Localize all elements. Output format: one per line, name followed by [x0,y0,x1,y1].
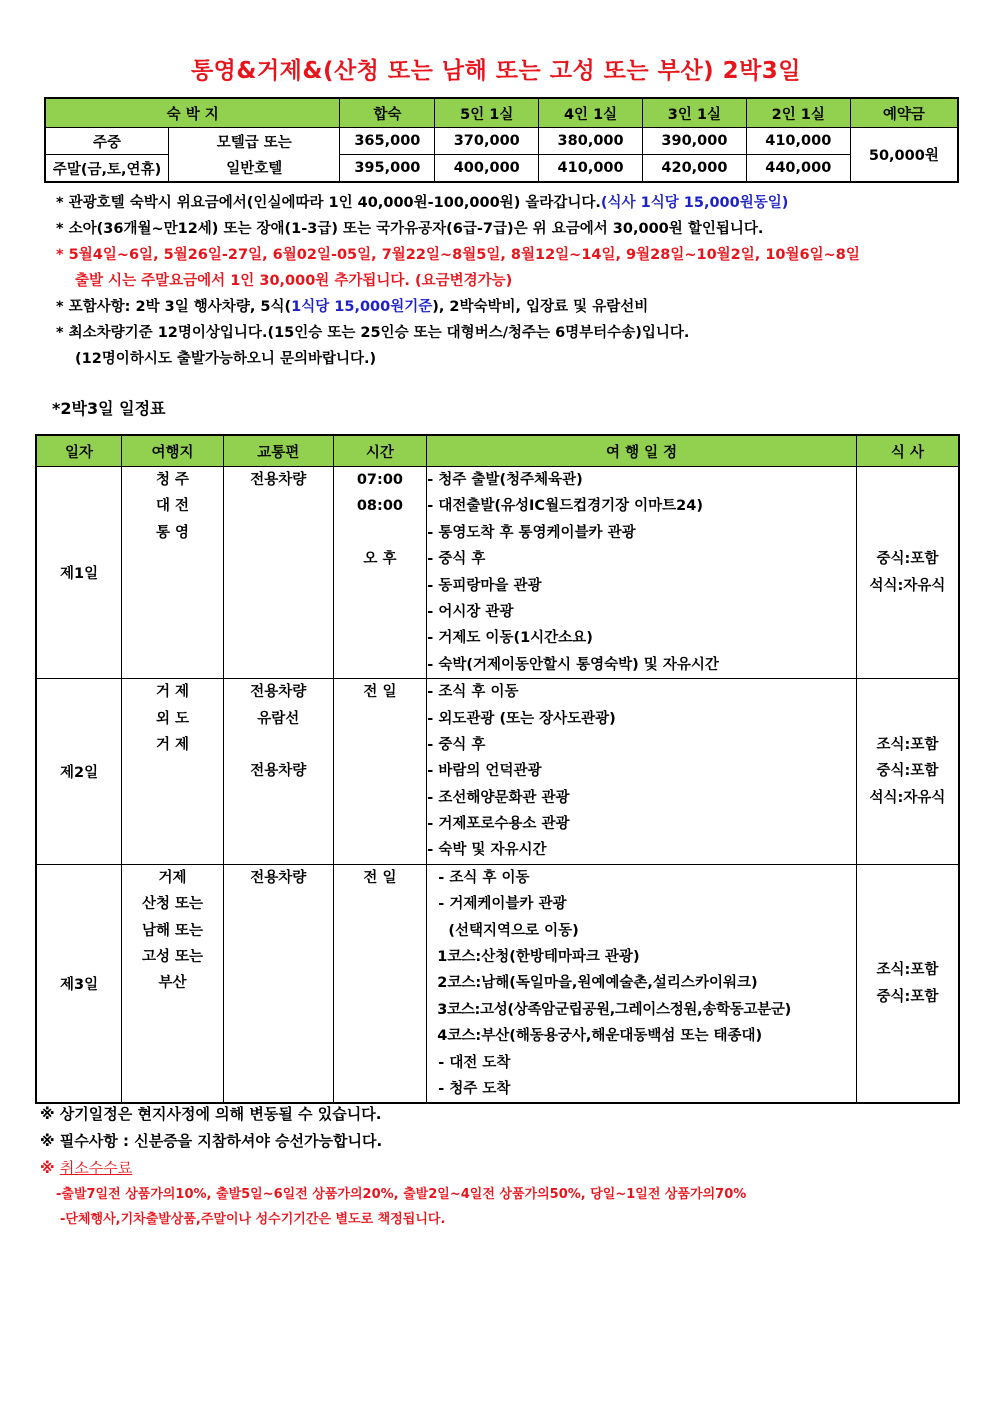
itinerary-line: 1코스:산청(한방테마파크 관광) [437,949,640,966]
note-text: * 포함사항: 2박 3일 행사차량, 5식( [56,299,292,315]
transport [224,732,333,758]
day-label: 제1일 [36,467,122,679]
price-header: 5인 1실 [435,98,539,128]
price-header-deposit: 예약금 [850,98,958,128]
place: 청 주 [155,472,189,488]
place: 부산 [158,975,187,992]
place: 거 제 [155,736,189,753]
price-header: 4인 1실 [539,98,643,128]
transport: 전용차량 [250,763,307,780]
note-text-blue: 1식당 15,000원기준 [291,299,433,315]
price-cell: 365,000 [340,128,435,155]
itinerary-line: - 동피랑마을 관광 [427,577,542,594]
transport-cell [223,679,333,865]
schedule-table [35,434,960,1104]
footer-line: ※ 상기일정은 현지사정에 의해 변동될 수 있습니다. [40,1105,382,1123]
itinerary-cell [427,679,857,865]
page-title: 통영&거제&(산청 또는 남해 또는 고성 또는 부산) 2박3일 [190,58,802,84]
price-row-type: 일반호텔 [169,155,340,183]
reference-mark: ※ [40,1159,60,1177]
footer-notes [40,1101,960,1232]
note-text: ), 2박숙박비, 입장료 및 유람선비 [432,299,649,315]
price-row-label: 주말(금,토,연휴) [45,155,169,183]
schedule-day-row [36,679,959,865]
schedule-header: 일자 [36,435,122,467]
price-notes [56,190,966,372]
cancel-fee-line: -출발7일전 상품가의10%, 출발5일~6일전 상품가의20%, 출발2일~4일전 상품가의50%, 당일~1일전 상품가의70% [56,1187,747,1202]
itinerary-line: - 청주 출발(청주체육관) [427,472,583,488]
itinerary-cell [427,864,857,1103]
footer-line: ※ 필수사항 : 신분증을 지참하셔야 승선가능합니다. [40,1132,383,1150]
cancel-fee-heading: 취소수수료 [59,1159,133,1177]
price-cell: 370,000 [435,128,539,155]
meal-cell [856,679,959,865]
price-header-lodging: 숙 박 지 [45,98,340,128]
note-line-red: * 5월4일~6일, 5월26일-27일, 6월02일-05일, 7월22일~8월5일, 8월12일~14일, 9월28일~10월2일, 10월6일~8일 [56,247,860,263]
note-line-red: 출발 시는 주말요금에서 1인 30,000원 추가됩니다. (요금변경가능) [75,273,513,289]
transport: 전용차량 [250,869,307,886]
itinerary-line: - 거제도 이동(1시간소요) [427,630,593,647]
price-cell: 410,000 [746,128,850,155]
places-cell [122,467,224,679]
schedule-day-row [36,467,959,679]
deposit-cell: 50,000원 [850,128,958,183]
place: 거 제 [155,684,189,701]
itinerary-line: - 외도관광 (또는 장사도관광) [427,710,616,727]
time: 08:00 [356,498,403,515]
itinerary-line: - 거제케이블카 관광 [438,896,567,913]
schedule-title: *2박3일 일정표 [52,399,166,418]
schedule-header: 시간 [333,435,427,467]
itinerary-line: - 통영도착 후 통영케이블카 관광 [427,524,636,541]
schedule-header: 여행지 [122,435,224,467]
note-text: * 관광호텔 숙박시 위요금에서(인실에따라 1인 40,000원-100,000원) 올라갑니다. [56,195,601,211]
price-cell: 410,000 [539,155,643,183]
itinerary-line: - 바람의 언덕관광 [427,763,542,780]
meal: 중식:포함 [876,763,939,780]
place: 산청 또는 [141,896,204,913]
itinerary-line: 3코스:고성(상족암군립공원,그레이스정원,송학동고분군) [437,1001,791,1018]
day-label: 제2일 [36,679,122,865]
price-cell: 395,000 [340,155,435,183]
schedule-header-row [36,435,959,467]
place: 거제 [158,869,187,886]
price-header: 3인 1실 [643,98,747,128]
price-row [45,128,958,155]
places-cell [122,679,224,865]
time: 07:00 [356,472,403,488]
price-cell: 440,000 [746,155,850,183]
day-label: 제3일 [36,864,122,1103]
price-table [44,97,959,183]
price-cell: 390,000 [643,128,747,155]
price-row-type: 모텔급 또는 [169,128,340,155]
transport: 전용차량 [250,472,307,488]
itinerary-line: - 숙박 및 자유시간 [427,842,547,859]
itinerary-line: - 중식 후 [427,736,486,753]
meal-cell [856,864,959,1103]
meal: 중식:포함 [876,551,939,568]
itinerary-line: - 대전출발(유성IC월드컵경기장 이마트24) [427,498,703,515]
meal: 중식:포함 [876,988,939,1005]
transport: 전용차량 [250,684,307,701]
place: 대 전 [155,498,189,515]
meal: 석식:자유식 [869,577,946,594]
place: 남해 또는 [141,922,204,939]
meal: 조식:포함 [876,962,939,979]
itinerary-line: (선택지역으로 이동) [438,922,579,939]
itinerary-cell [427,467,857,679]
schedule-header: 여 행 일 정 [427,435,857,467]
price-row-label: 주중 [45,128,169,155]
time-cell [333,864,427,1103]
note-line [56,190,966,216]
meal: 석식:자유식 [869,789,946,806]
itinerary-line: - 중식 후 [427,551,486,568]
note-line: * 소아(36개월~만12세) 또는 장애(1-3급) 또는 국가유공자(6급-7급)은 위 요금에서 30,000원 할인됩니다. [56,221,764,237]
schedule-header: 식 사 [856,435,959,467]
schedule-day-row [36,864,959,1103]
itinerary-line: - 조식 후 이동 [427,684,519,701]
footer-line-cancel [40,1155,960,1182]
itinerary-line: 4코스:부산(해동용궁사,해운대동백섬 또는 태종대) [437,1028,763,1045]
price-cell: 400,000 [435,155,539,183]
transport: 유람선 [257,710,300,727]
transport-cell [223,864,333,1103]
itinerary-line: - 어시장 관광 [427,603,514,620]
itinerary-line: - 거제포로수용소 관광 [427,816,570,833]
transport-cell [223,467,333,679]
price-row [45,155,958,183]
price-cell: 380,000 [539,128,643,155]
itinerary-line: - 대전 도착 [438,1054,511,1071]
time: 전 일 [363,684,397,701]
meal: 조식:포함 [876,736,939,753]
itinerary-line: - 조선해양문화관 관광 [427,789,570,806]
price-cell: 420,000 [643,155,747,183]
place: 고성 또는 [141,949,204,966]
time: 전 일 [363,869,397,886]
note-line [56,294,966,320]
note-line: * 최소차량기준 12명이상입니다.(15인승 또는 25인승 또는 대형버스/청주는 6명부터수송)입니다. [56,325,690,341]
itinerary-line: 2코스:남해(독일마을,원예예술촌,설리스카이워크) [437,975,758,992]
schedule-header: 교통편 [223,435,333,467]
place: 통 영 [155,524,189,541]
itinerary-line: - 조식 후 이동 [438,869,530,886]
time [334,520,427,546]
note-text-blue: (식사 1식당 15,000원동일) [600,195,789,211]
place: 외 도 [155,710,189,727]
price-header-row [45,98,958,128]
cancel-fee-line: -단체행사,기차출발상품,주말이나 성수기기간은 별도로 책정됩니다. [60,1212,446,1227]
time-cell [333,679,427,865]
itinerary-line: - 청주 도착 [438,1080,511,1097]
places-cell [122,864,224,1103]
price-header: 2인 1실 [746,98,850,128]
time: 오 후 [363,551,397,568]
price-header: 합숙 [340,98,435,128]
note-line: (12명이하시도 출발가능하오니 문의바랍니다.) [75,351,377,367]
meal-cell [856,467,959,679]
itinerary-line: - 숙박(거제이동안할시 통영숙박) 및 자유시간 [427,656,719,673]
time-cell [333,467,427,679]
